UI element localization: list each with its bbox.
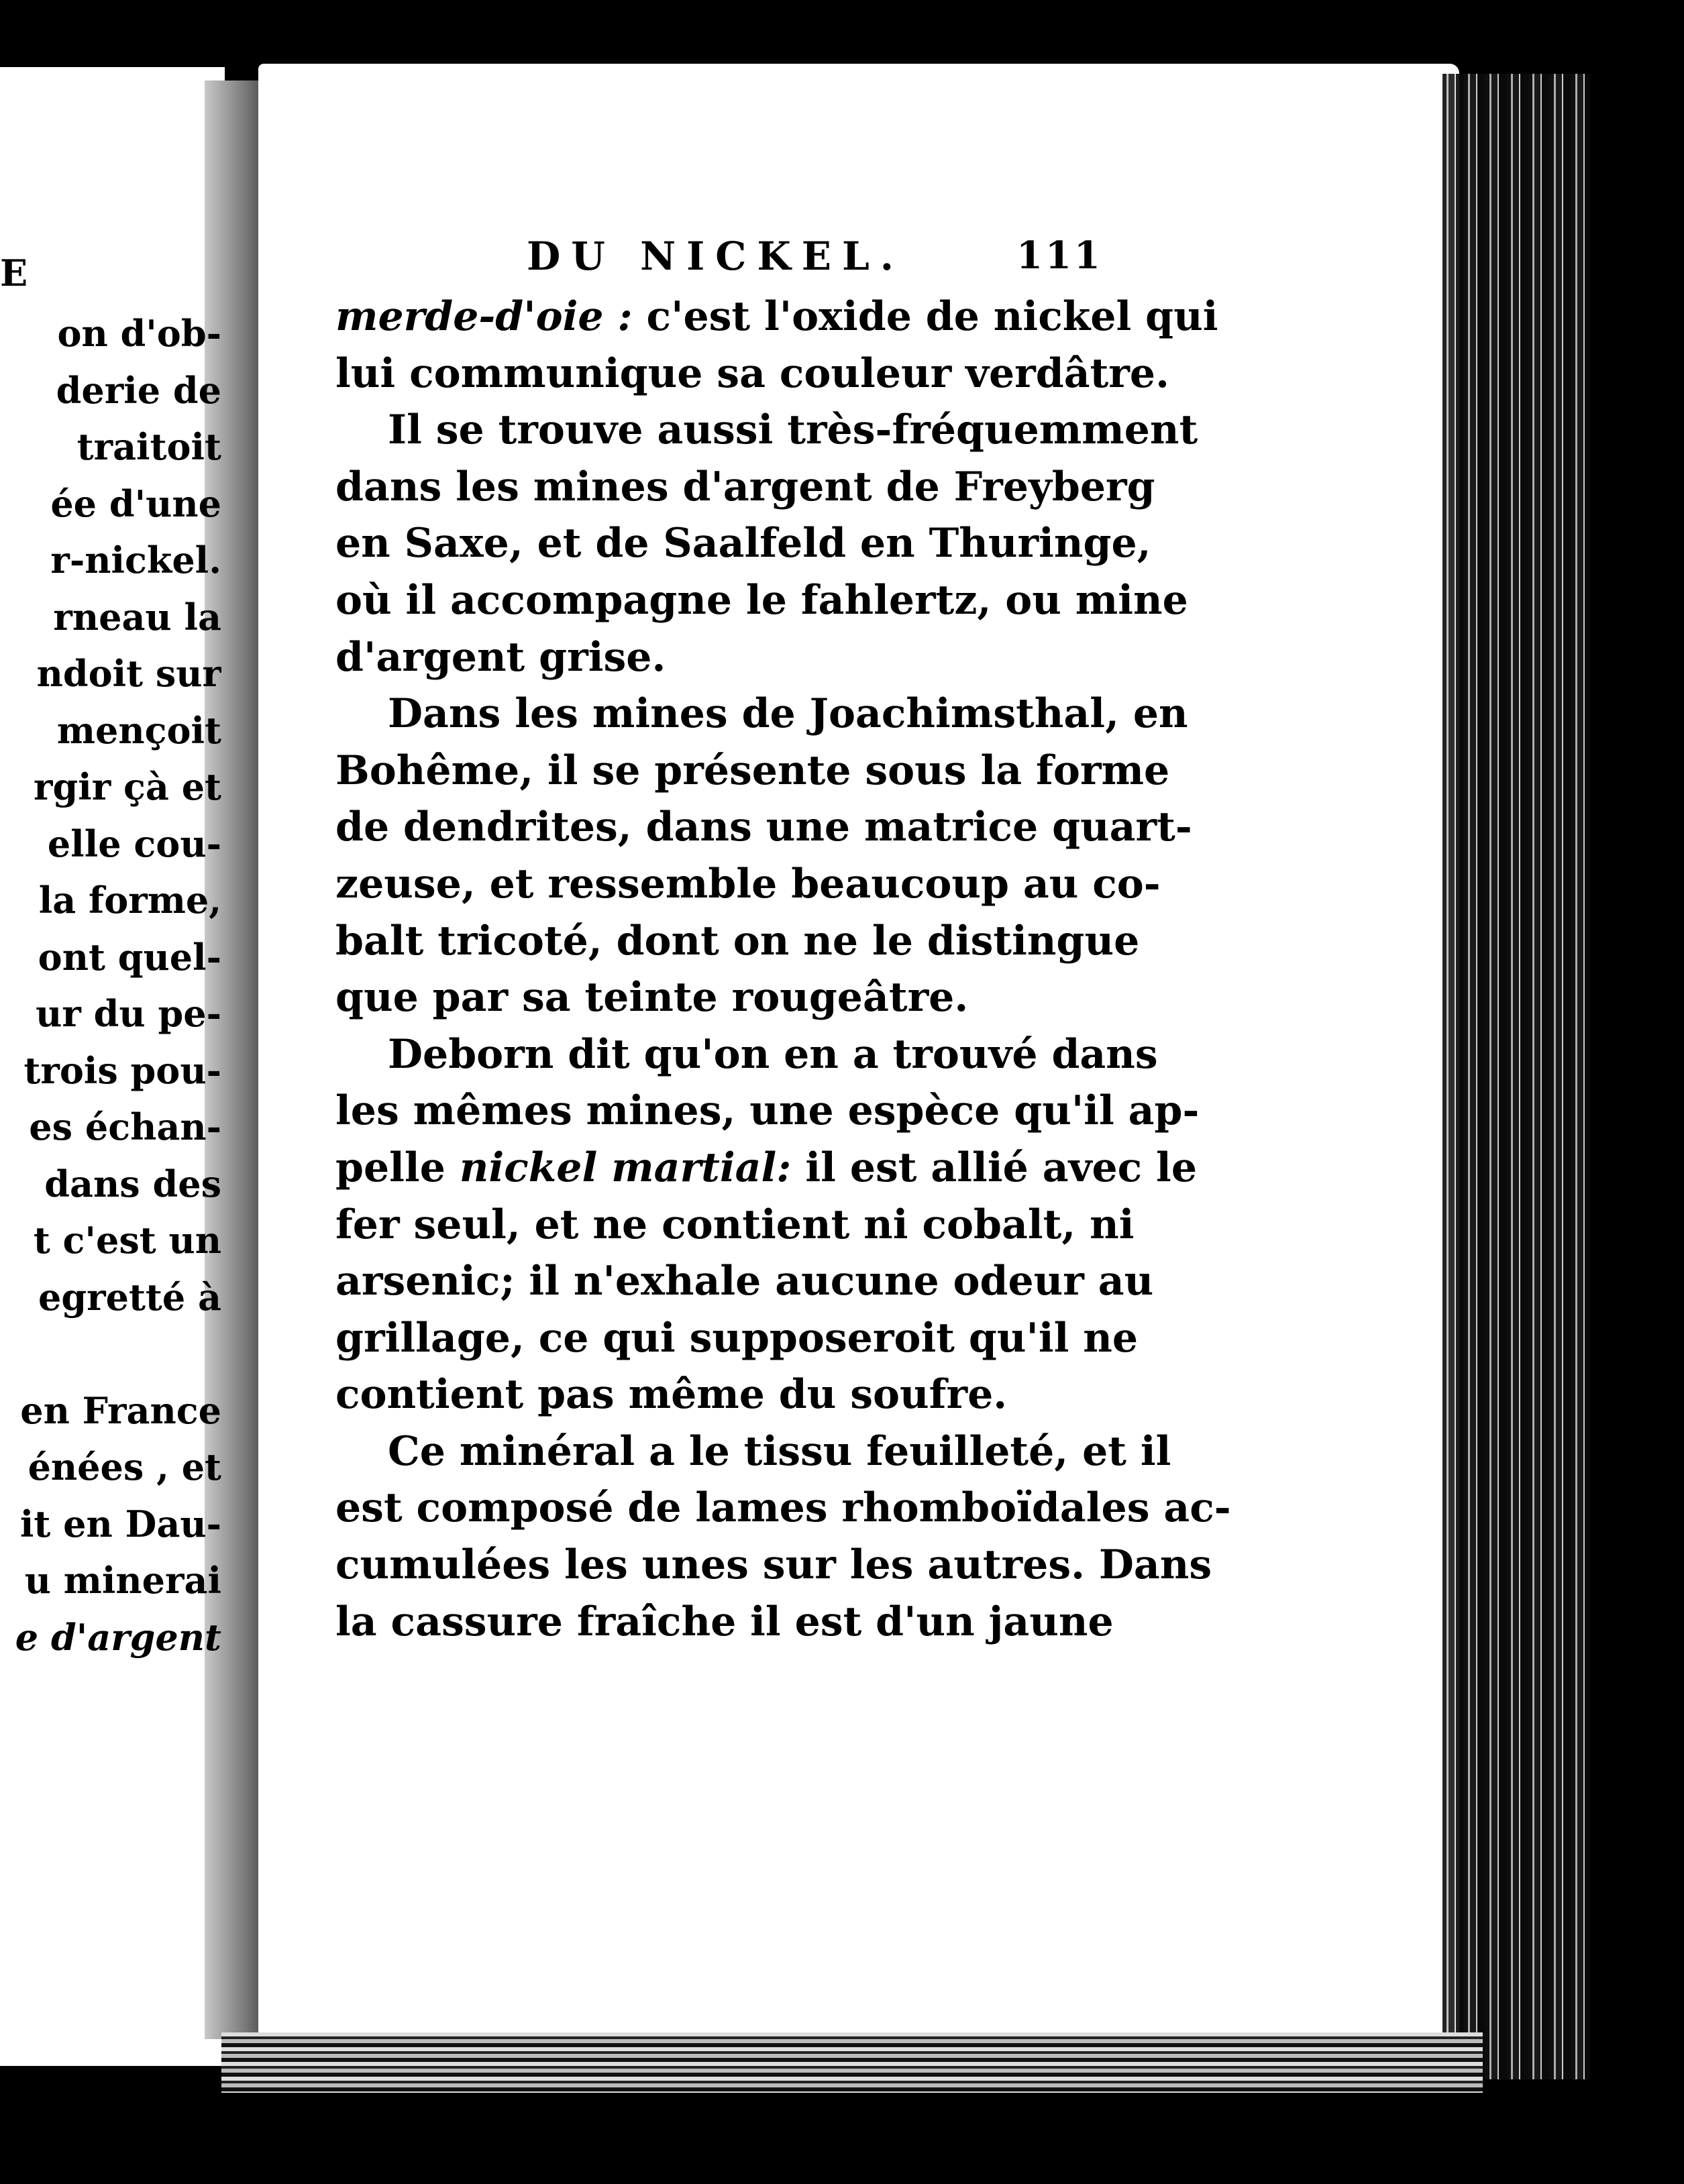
previous-page-line: ndoit sur (36, 652, 221, 695)
text-line: de dendrites, dans une matrice quart- (335, 804, 1192, 851)
italic-term: nickel martial: (459, 1144, 792, 1191)
text-line: arsenic; il n'exhale aucune odeur au (335, 1258, 1154, 1305)
previous-page-line: ée d'une (50, 482, 221, 525)
text-line: cumulées les unes sur les autres. Dans (335, 1541, 1212, 1589)
previous-page-line: elle cou- (47, 822, 221, 865)
text-line: Ce minéral a le tissu feuilleté, et il (388, 1427, 1171, 1475)
line-text: il est allié avec le (791, 1144, 1198, 1191)
text-line: dans les mines d'argent de Freyberg (335, 463, 1155, 510)
text-line: est composé de lames rhomboïdales ac- (335, 1484, 1231, 1532)
text-line: fer seul, et ne contient ni cobalt, ni (335, 1201, 1135, 1248)
text-line: Il se trouve aussi très-fréquemment (388, 406, 1198, 454)
previous-page-line: rgir çà et (34, 765, 221, 808)
previous-page-line: es échan- (29, 1105, 221, 1148)
text-line: balt tricoté, dont on ne le distingue (335, 917, 1140, 965)
previous-page-line (0, 1325, 221, 1382)
previous-page-line: en France (20, 1388, 221, 1432)
previous-page-line: on d'ob- (57, 312, 221, 355)
page-number: 111 (1016, 233, 1103, 278)
bottom-edge-page-stack (221, 2032, 1483, 2093)
text-line: lui communique sa couleur verdâtre. (335, 349, 1169, 397)
previous-page-line: r-nickel. (50, 539, 221, 582)
italic-term: merde-d'oie : (335, 293, 633, 340)
previous-page-line: ont quel- (38, 935, 221, 979)
text-line: en Saxe, et de Saalfeld en Thuringe, (335, 520, 1151, 567)
line-text: pelle (335, 1144, 460, 1191)
text-line: la cassure fraîche il est d'un jaune (335, 1598, 1114, 1645)
previous-page-line: énées , et (28, 1445, 221, 1488)
page-body-text (335, 288, 1231, 1650)
running-head: DU NICKEL. (527, 233, 904, 279)
previous-page-line: egretté à (38, 1275, 221, 1319)
previous-page-line: rneau la (53, 595, 221, 639)
previous-page-line: la forme, (38, 879, 221, 922)
previous-page-heading-fragment: E (0, 252, 28, 294)
fore-edge-page-stack (1442, 74, 1590, 2079)
previous-page-text (0, 305, 221, 1666)
line-text: c'est l'oxide de nickel qui (632, 293, 1218, 340)
text-line: les mêmes mines, une espèce qu'il ap- (335, 1087, 1200, 1135)
previous-page-line: ur du pe- (36, 992, 221, 1035)
text-line: où il accompagne le fahlertz, ou mine (335, 576, 1188, 624)
text-line: d'argent grise. (335, 633, 666, 681)
text-line: que par sa teinte rougeâtre. (335, 974, 969, 1022)
text-line (335, 1140, 1198, 1197)
previous-page-line: mençoit (56, 708, 221, 752)
previous-page-line: u minerai (24, 1559, 221, 1602)
previous-page-line: e d'argent (15, 1615, 221, 1659)
previous-page-line: traitoit (76, 425, 221, 468)
text-line: zeuse, et ressemble beaucoup au co- (335, 860, 1161, 908)
previous-page-line: it en Dau- (19, 1502, 221, 1545)
text-line: Bohême, il se présente sous la forme (335, 747, 1170, 794)
text-line (335, 288, 1218, 345)
text-line: contient pas même du soufre. (335, 1371, 1008, 1419)
previous-page-line: dans des (44, 1162, 221, 1205)
previous-page-line: derie de (56, 368, 221, 412)
previous-page-line: trois pou- (23, 1048, 221, 1092)
text-line: grillage, ce qui supposeroit qu'il ne (335, 1314, 1139, 1362)
previous-page-line: t c'est un (33, 1219, 221, 1262)
text-line: Deborn dit qu'on en a trouvé dans (388, 1030, 1158, 1078)
text-line: Dans les mines de Joachimsthal, en (388, 690, 1188, 738)
